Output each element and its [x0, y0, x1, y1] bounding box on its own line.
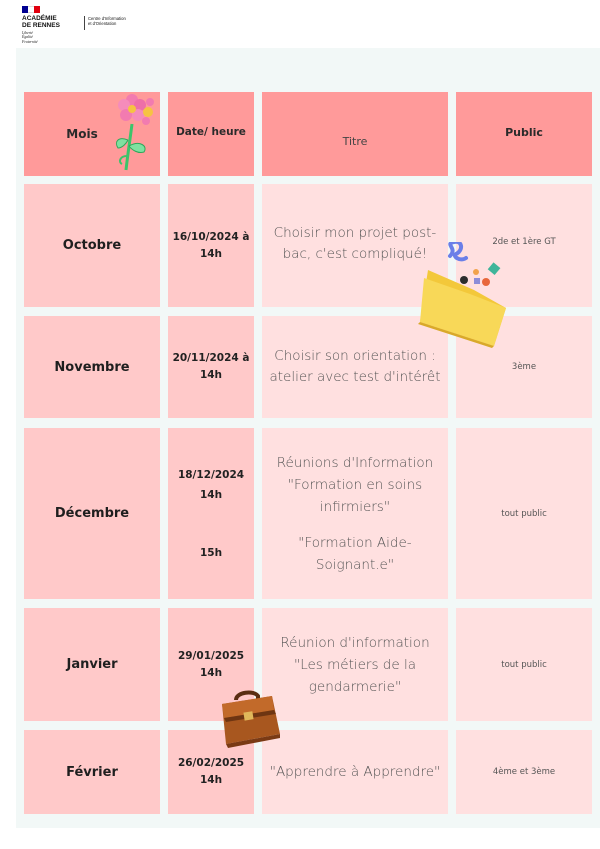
date-text: 26/02/2025	[177, 757, 245, 769]
row-janvier-public	[456, 608, 592, 721]
row-fevrier-mois	[24, 730, 160, 814]
logo-motto: Liberté Égalité Fraternité	[22, 31, 38, 44]
title-line: Choisir mon projet post-	[273, 224, 437, 241]
row-decembre-titre	[262, 428, 448, 599]
open-folder-icon	[414, 242, 514, 350]
public-label: 2de et 1ère GT	[492, 236, 556, 247]
date-text: 18/12/2024	[177, 468, 245, 481]
title-line: "Formation Aide-	[298, 534, 412, 551]
month-label: Février	[66, 764, 118, 780]
row-novembre-date	[168, 316, 254, 418]
title-line: infirmiers"	[319, 498, 391, 515]
title-line: "Formation en soins	[287, 476, 423, 493]
flag-icon	[22, 6, 40, 13]
header-public	[456, 92, 592, 176]
title-line: Choisir son orientation :	[274, 348, 436, 364]
header-public-label: Public	[505, 126, 543, 139]
time-text: 14h	[199, 369, 223, 381]
header-titre	[262, 92, 448, 176]
title-line: atelier avec test d'intérêt	[269, 369, 441, 385]
month-label: Novembre	[54, 359, 130, 375]
row-novembre-mois	[24, 316, 160, 418]
public-label: tout public	[501, 659, 547, 670]
header-titre-label: Titre	[342, 134, 368, 148]
title-line: Réunions d'Information	[276, 454, 434, 471]
time-text: 14h	[199, 666, 223, 679]
date-text: 29/01/2025	[177, 649, 245, 662]
logo-title: ACADÉMIE DE RENNES	[22, 15, 60, 29]
time-text: 14h	[199, 488, 223, 501]
title-line: bac, c'est compliqué!	[282, 245, 428, 262]
row-janvier-titre	[262, 608, 448, 721]
row-decembre-date	[168, 428, 254, 599]
title-line: "Les métiers de la	[294, 656, 416, 673]
month-label: Décembre	[54, 506, 130, 521]
public-label: tout public	[501, 508, 547, 519]
month-label: Octobre	[62, 238, 122, 253]
row-octobre-mois	[24, 184, 160, 307]
time-text: 14h	[199, 247, 223, 260]
briefcase-icon	[214, 688, 284, 750]
header-date-label: Date/ heure	[176, 126, 246, 138]
month-label: Janvier	[66, 657, 118, 672]
time-text: 14h	[199, 774, 223, 786]
title-line: Soignant.e"	[315, 556, 395, 573]
row-decembre-mois	[24, 428, 160, 599]
row-janvier-mois	[24, 608, 160, 721]
date-text: 20/11/2024 à	[172, 352, 250, 364]
time-text: 15h	[199, 546, 223, 559]
academie-logo	[22, 6, 142, 50]
title-line: Réunion d'information	[280, 634, 430, 651]
public-label: 3ème	[511, 362, 537, 372]
title-line: "Apprendre à Apprendre"	[269, 763, 441, 780]
logo-cio-text: Centre d'Information et d'Orientation	[88, 16, 126, 26]
header-mois-label: Mois	[66, 127, 98, 141]
row-fevrier-public	[456, 730, 592, 814]
balloon-flowers-icon	[108, 90, 160, 174]
row-octobre-date	[168, 184, 254, 307]
row-decembre-public	[456, 428, 592, 599]
title-line: gendarmerie"	[308, 678, 402, 695]
public-label: 4ème et 3ème	[492, 767, 556, 777]
logo-divider	[84, 16, 85, 30]
header-date	[168, 92, 254, 176]
row-fevrier-titre	[262, 730, 448, 814]
date-text: 16/10/2024 à	[172, 230, 250, 243]
